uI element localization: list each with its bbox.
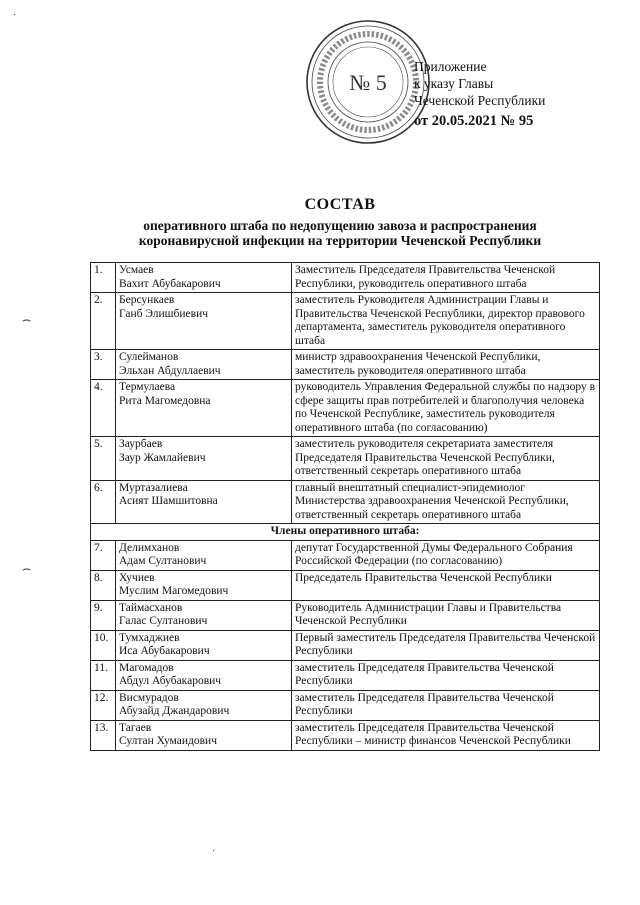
member-position: главный внештатный специалист-эпидемиолог Министерства здравоохранения Чеченской Республики, ответственный секретарь оперативного штаба [292,480,600,524]
table-row [91,350,600,380]
member-number: 1. [91,263,116,293]
member-given-names: Абдул Абубакарович [119,675,222,687]
member-position: заместитель Председателя Правительства Чеченской Республики – министр финансов Чеченской Республики [292,720,600,750]
member-position: заместитель Председателя Правительства Чеченской Республики [292,690,600,720]
member-name [116,600,292,630]
member-position: министр здравоохранения Чеченской Республики, заместитель руководителя оперативного штаба [292,350,600,380]
member-surname: Тумхаджиев [119,631,180,644]
member-surname: Заурбаев [119,438,163,450]
member-name [116,630,292,660]
member-number: 2. [91,293,116,350]
member-given-names: Эльхан Абдуллаевич [119,364,221,377]
member-name [116,293,292,350]
member-surname: Делимханов [119,541,180,554]
member-number: 8. [91,570,116,600]
member-given-names: Заур Жамлайевич [119,451,206,464]
table-row [91,630,600,660]
member-number: 11. [91,660,116,690]
table-row [91,720,600,750]
member-number: 3. [91,350,116,380]
member-given-names: Адам Султанович [119,555,207,567]
member-surname: Сулейманов [119,351,179,363]
member-surname: Термулаева [119,381,176,393]
scan-dot: · [13,10,17,21]
member-name [116,437,292,481]
table-row [91,293,600,350]
member-surname: Хучиев [119,571,155,584]
table-row [91,380,600,437]
member-position: Председатель Правительства Чеченской Республики [292,570,600,600]
table-row [91,480,600,524]
section-row [91,524,600,541]
member-surname: Муртазалиева [119,481,188,494]
subtitle-line-1: оперативного штаба по недопущению завоза и распространения [143,218,537,233]
member-position: руководитель Управления Федеральной службы по надзору в сфере защиты прав потребителей и благополучия человека по Чеченской Республике, заместитель руководителя оперативного штаба (по согласованию) [292,380,600,437]
page-title: СОСТАВ [304,196,376,213]
table-row [91,263,600,293]
member-number: 9. [91,600,116,630]
appendix-label: Приложение [414,59,487,74]
member-given-names: Иса Абубакарович [119,645,210,657]
member-number: 6. [91,480,116,524]
appendix-republic: Чеченской Республики [414,93,546,108]
member-name [116,720,292,750]
member-given-names: Абузайд Джандарович [119,705,230,717]
member-number: 13. [91,720,116,750]
member-number: 4. [91,380,116,437]
member-position: заместитель Руководителя Администрации Главы и Правительства Чеченской Республики, директор правового департамента, заместитель руководителя оперативного штаба [292,293,600,350]
member-given-names: Муслим Магомедович [119,585,229,597]
member-name [116,480,292,524]
member-surname: Висмурадов [119,691,179,704]
scan-dot: · [212,846,216,857]
member-number: 10. [91,630,116,660]
table-row [91,540,600,570]
member-name [116,380,292,437]
member-name [116,540,292,570]
member-given-names: Галас Султанович [119,615,208,627]
member-surname: Магомадов [119,661,174,674]
appendix-decree-ref: к указу Главы [414,76,494,91]
appendix-number-date: от 20.05.2021 № 95 [414,113,534,129]
member-surname: Тагаев [119,721,152,734]
scan-margin-mark: ⌢ [22,562,32,577]
official-seal-stamp [304,18,432,146]
scan-margin-mark: ⌢ [22,313,32,328]
page-subtitle [80,218,600,248]
table-row [91,600,600,630]
member-position: Заместитель Председателя Правительства Чеченской Республики, руководитель оперативного штаба [292,263,600,293]
member-given-names: Асият Шамшитовна [119,495,218,507]
member-name [116,570,292,600]
staff-roster-table [90,262,600,751]
member-number: 7. [91,540,116,570]
member-surname: Усмаев [119,264,154,276]
member-name [116,263,292,293]
member-number: 12. [91,690,116,720]
member-given-names: Султан Хумаидович [119,735,217,747]
member-name [116,690,292,720]
member-name [116,350,292,380]
table-row [91,690,600,720]
member-given-names: Рита Магомедовна [119,394,211,407]
member-position: депутат Государственной Думы Федерального Собрания Российской Федерации (по согласованию) [292,540,600,570]
member-position: Руководитель Администрации Главы и Правительства Чеченской Республики [292,600,600,630]
member-name [116,660,292,690]
appendix-header [414,58,545,130]
member-surname: Таймасханов [119,601,183,614]
member-position: заместитель руководителя секретариата заместителя Председателя Правительства Чеченской Республики, ответственный секретарь оперативного штаба [292,437,600,481]
table-row [91,660,600,690]
member-position: заместитель Председателя Правительства Чеченской Республики [292,660,600,690]
table-row [91,437,600,481]
section-heading: Члены оперативного штаба: [91,524,600,541]
subtitle-line-2: коронавирусной инфекции на территории Чеченской Республики [138,233,542,248]
member-given-names: Ганб Элишбиевич [119,307,209,320]
member-number: 5. [91,437,116,481]
member-given-names: Вахит Абубакарович [119,277,221,290]
stamp-number: № 5 [349,70,387,95]
member-position: Первый заместитель Председателя Правительства Чеченской Республики [292,630,600,660]
member-surname: Берсункаев [119,294,175,306]
table-row [91,570,600,600]
